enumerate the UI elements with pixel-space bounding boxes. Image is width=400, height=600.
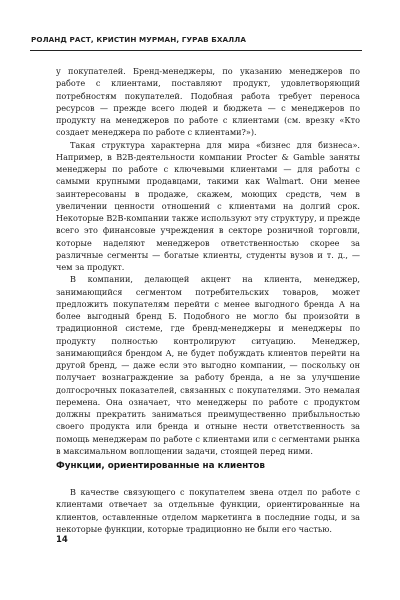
- section-paragraph: В качестве связующего с покупателем звена отдел по работе с клиентами отвечает за отдельные функции, ориентированные на клиентов, оставленные отделом маркетинга в последние годы, и за некоторые функции, которые традиционно не были его частью.: [56, 487, 360, 534]
- header-rule: [30, 50, 362, 51]
- page-number: 14: [56, 535, 68, 545]
- section-heading: Функции, ориентированные на клиентов: [56, 461, 265, 471]
- running-head-authors: РОЛАНД РАСТ, КРИСТИН МУРМАН, ГУРАВ БХАЛЛА: [31, 35, 246, 44]
- running-head: [0, 0, 400, 44]
- paragraph-2: Такая структура характерна для мира «бизнес для бизнеса». Например, в B2B-деятельности компании Procter & Gamble заняты менеджеры по работе с ключевыми клиентами — для работы с самыми крупными продавцами, такими как Walmart. Они менее заинтересованы в продаже, скажем, моющих средств, чем в увеличении ценности отношений с клиентами на долгий срок. Некоторые B2B-компании также используют эту структуру, и прежде всего это финансовые учреждения в секторе розничной торговли, которые наделяют менеджеров ответственностью скорее за различные сегменты — богатые клиенты, студенты вузов и т. д., — чем за продукт.: [56, 139, 360, 272]
- body-text: [56, 65, 360, 457]
- paragraph-1: у покупателей. Бренд-менеджеры, по указанию менеджеров по работе с клиентами, поставляют продукт, удовлетворяющий потребностям покупателей. Подобная работа требует переноса ресурсов — прежде всего людей и бюджета — с менеджеров по продукту на менеджеров по работе с клиентами (см. врезку «Кто создает менеджера по работе с клиентами?»).: [56, 66, 360, 138]
- paragraph-3: В компании, делающей акцент на клиента, менеджер, занимающийся сегментом потребительских товаров, может предложить покупателям перейти с менее выгодного бренда А на более выгодный бренд Б. Подобного не могло бы произойти в традиционной системе, где бренд-менеджеры и менеджеры по продукту полностью контролируют ситуацию. Менеджер, занимающийся брендом А, не будет побуждать клиентов перейти на другой бренд, — даже если это выгодно компании, — поскольку он получает вознаграждение за работу бренда, а не за улучшение долгосрочных показателей, связанных с покупателями. Это немалая перемена. Она означает, что менеджеры по работе с продуктом должны прекратить заниматься преимущественно прибыльностью своего продукта или бренда и отныне нести ответственность за помощь менеджерам по работе с клиентами или с сегментами рынка в максимальном воплощении задачи, стоящей перед ними.: [56, 274, 360, 456]
